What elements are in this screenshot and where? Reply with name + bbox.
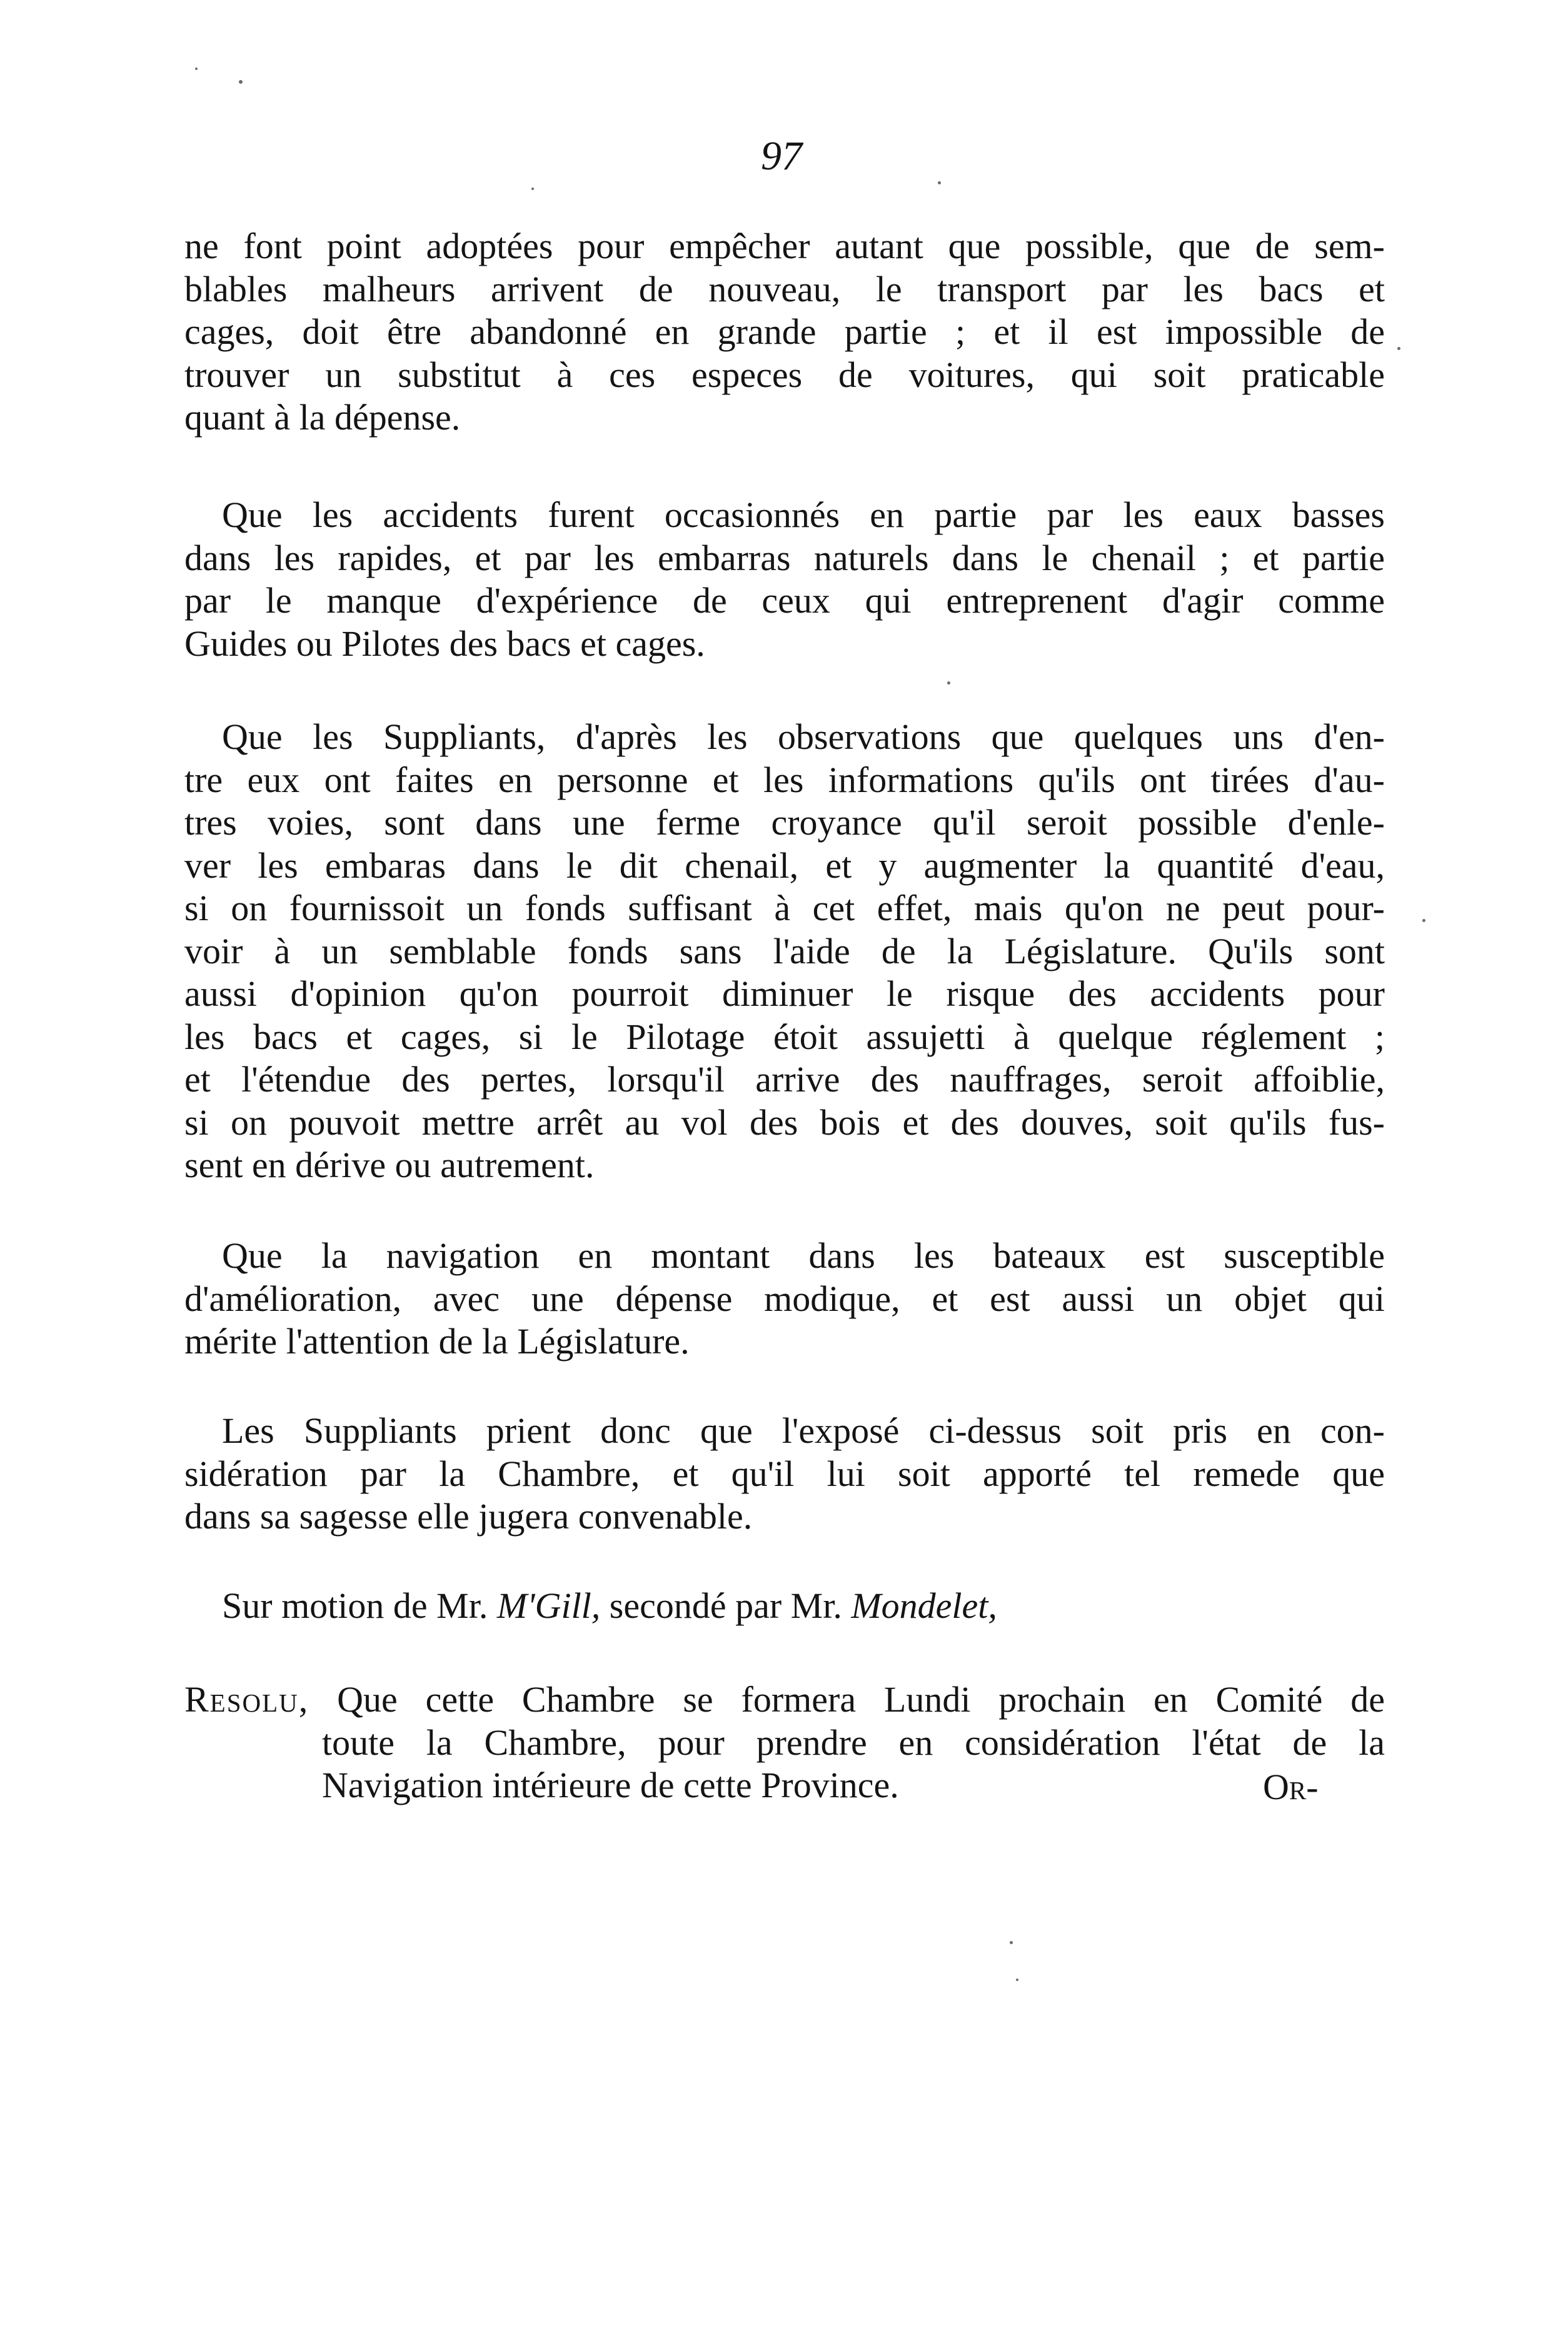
text-line: dans les rapides, et par les embarras naturels dans le chenail ; et partie [184, 537, 1385, 578]
page-speck [1010, 1941, 1013, 1944]
text-line: tre eux ont faites en personne et les informations qu'ils ont tirées d'au- [184, 759, 1385, 800]
text-line: dans sa sagesse elle jugera convenable. [184, 1496, 753, 1537]
paragraph [184, 494, 1385, 665]
paragraph [184, 1235, 1385, 1363]
text-line: si on fournissoit un fonds suffisant à cet effet, mais qu'on ne peut pour- [184, 888, 1385, 928]
text-line: Que les Suppliants, d'après les observations que quelques uns d'en- [222, 716, 1385, 757]
text-line: ne font point adoptées pour empêcher autant que possible, que de sem- [184, 226, 1385, 266]
page-speck [1422, 919, 1425, 922]
text-line: Guides ou Pilotes des bacs et cages. [184, 623, 705, 664]
text-line: si on pouvoit mettre arrêt au vol des bois et des douves, soit qu'ils fus- [184, 1101, 1385, 1143]
text-line: sidération par la Chambre, et qu'il lui soit apporté tel remede que [184, 1453, 1385, 1494]
motion-seconder: Mondelet, [851, 1585, 997, 1626]
motion-mover: M'Gill, [496, 1585, 601, 1626]
text-line: cages, doit être abandonné en grande partie ; et il est impossible de [184, 311, 1385, 352]
text-line: mérite l'attention de la Législature. [184, 1321, 690, 1362]
text-line: Les Suppliants prient donc que l'exposé ci-dessus soit pris en con- [222, 1410, 1385, 1451]
text-line: par le manque d'expérience de ceux qui entreprenent d'agir comme [184, 580, 1385, 621]
page-speck [195, 68, 198, 70]
catchword: Or- [1263, 1767, 1319, 1807]
text-line: toute la Chambre, pour prendre en considération l'état de la [322, 1722, 1385, 1763]
text-line: quant à la dépense. [184, 397, 461, 438]
motion-line [222, 1585, 997, 1627]
text-line: voir à un semblable fonds sans l'aide de la Législature. Qu'ils sont [184, 930, 1385, 971]
text-line: Que les accidents furent occasionnés en partie par les eaux basses [222, 494, 1385, 535]
paragraph [184, 1410, 1385, 1538]
text-line: aussi d'opinion qu'on pourroit diminuer le risque des accidents pour [184, 973, 1385, 1014]
page-speck [239, 80, 243, 84]
page-speck [531, 188, 534, 190]
page-speck [1397, 347, 1400, 350]
text-line: tres voies, sont dans une ferme croyance qu'il seroit possible d'enle- [184, 802, 1385, 843]
page-speck [938, 181, 941, 184]
resolution-text: Que cette Chambre se formera Lundi prochain en Comité de [337, 1679, 1385, 1720]
text-line: d'amélioration, avec une dépense modique, et est aussi un objet qui [184, 1278, 1385, 1319]
page-number: 97 [761, 133, 802, 179]
resolution-first-line [184, 1678, 1385, 1722]
paragraph [184, 225, 1385, 439]
page-speck [947, 681, 950, 685]
motion-prefix: Sur motion de Mr. [222, 1585, 488, 1626]
resolution [184, 1678, 1385, 1807]
text-line: sent en dérive ou autrement. [184, 1145, 595, 1185]
motion-middle: secondé par Mr. [609, 1585, 842, 1626]
text-line: les bacs et cages, si le Pilotage étoit assujetti à quelque réglement ; [184, 1016, 1385, 1057]
paragraph [184, 716, 1385, 1187]
page-speck [1016, 1979, 1018, 1981]
text-line: ver les embaras dans le dit chenail, et y augmenter la quantité d'eau, [184, 845, 1385, 886]
text-line: trouver un substitut à ces especes de voitures, qui soit praticable [184, 354, 1385, 395]
resolution-label: Resolu, [184, 1679, 309, 1720]
text-line: Que la navigation en montant dans les bateaux est susceptible [222, 1235, 1385, 1276]
text-line: Navigation intérieure de cette Province. [322, 1765, 899, 1805]
text-line: et l'étendue des pertes, lorsqu'il arrive des nauffrages, seroit affoiblie, [184, 1059, 1385, 1100]
text-line: blables malheurs arrivent de nouveau, le transport par les bacs et [184, 268, 1385, 309]
